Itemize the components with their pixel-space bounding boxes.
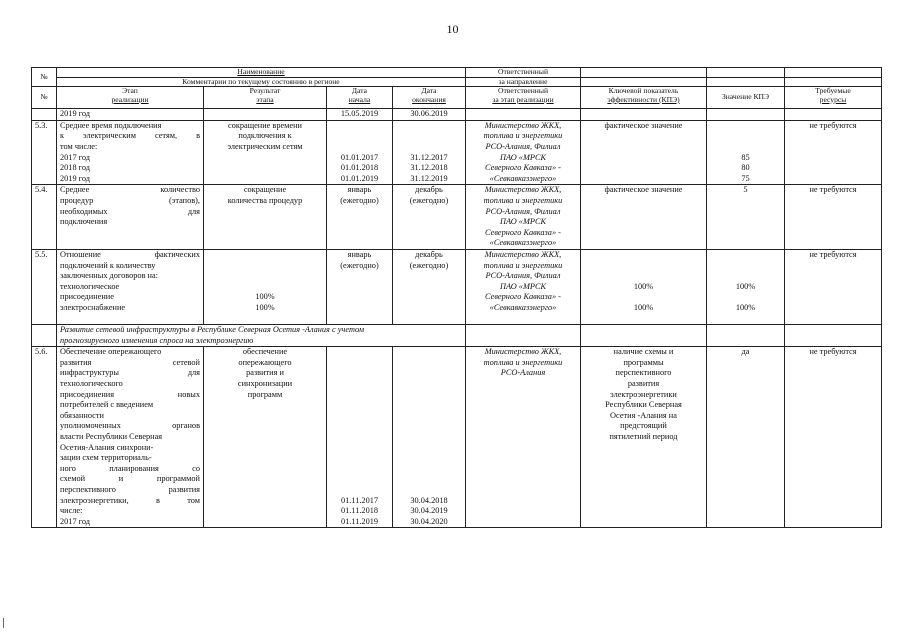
plan-table bbox=[31, 67, 882, 528]
header-num-2: № bbox=[32, 87, 57, 109]
header-result: Результат этапа bbox=[204, 87, 327, 109]
table-row-5-5 bbox=[32, 249, 882, 324]
cell-result: обеспечение опережающего развития и синхронизации программ bbox=[204, 347, 327, 528]
header-comment: Комментарии по текущему состоянию в регионе bbox=[57, 77, 466, 87]
cell-resources: не требуются bbox=[785, 347, 882, 528]
cell-kpi: наличие схемы и программы перспективного развития электроэнергетики Республики Северная Осетия -Алания на предстоящий пятилетний период bbox=[581, 347, 707, 528]
header-resources: Требуемые ресурсы bbox=[785, 87, 882, 109]
cell-kpi-value: 85 80 75 bbox=[707, 120, 785, 185]
header-resp-direction-2: за направление bbox=[466, 77, 581, 87]
section-row bbox=[32, 325, 882, 347]
cell-kpi: фактическое значение bbox=[581, 120, 707, 185]
table-row-continued bbox=[32, 109, 882, 121]
cell-num: 5.5. bbox=[32, 249, 57, 324]
cell-result: 100% 100% bbox=[204, 249, 327, 324]
cell-kpi: фактическое значение bbox=[581, 185, 707, 250]
cell-kpi-value: 100% 100% bbox=[707, 249, 785, 324]
page-number: 10 bbox=[446, 22, 459, 36]
cell-responsible: Министерство ЖКХ, топлива и энергетики РСО-Алания bbox=[466, 347, 581, 528]
table-row-5-6 bbox=[32, 347, 882, 528]
cell-kpi: 100% 100% bbox=[581, 249, 707, 324]
cell-stage: 2019 год bbox=[57, 109, 204, 121]
cell-start: 01.11.2017 01.11.2018 01.11.2019 bbox=[327, 347, 393, 528]
cell-end: декабрь (ежегодно) bbox=[393, 249, 466, 324]
header-name: Наименование bbox=[57, 68, 466, 78]
cell-start: январь (ежегодно) bbox=[327, 249, 393, 324]
cell-responsible: Министерство ЖКХ, топлива и энергетики РСО-Алания, Филиал ПАО «МРСК Северного Кавказа» - «Севкавказэнерго» bbox=[466, 185, 581, 250]
header-row-2 bbox=[32, 77, 882, 87]
header-resp-direction: Ответственный bbox=[466, 68, 581, 78]
cell-stage: Обеспечение опережающего развития сетевой инфраструктуры для технологического присоединения новых потребителей с введением обязанности уполномоченных органов власти Республики Северная Осетия-Алания синхрони- зации схем территориаль- ного планирования со схемой и программой перспективного развития электроэнергетики, в том числе: 2017 год bbox=[57, 347, 204, 528]
cell-num: 5.3. bbox=[32, 120, 57, 185]
cell-resources: не требуются bbox=[785, 249, 882, 324]
header-kpi: Ключевой показатель эффективности (КПЭ) bbox=[581, 87, 707, 109]
cell-num: 5.4. bbox=[32, 185, 57, 250]
cell-stage: Среднее время подключения к электрическим сетям, в том числе: 2017 год 2018 год 2019 год bbox=[57, 120, 204, 185]
cell-start: 15.05.2019 bbox=[327, 109, 393, 121]
header-row-3 bbox=[32, 87, 882, 109]
cell-start: январь (ежегодно) bbox=[327, 185, 393, 250]
cell-kpi-value: да bbox=[707, 347, 785, 528]
cell-responsible: Министерство ЖКХ, топлива и энергетики РСО-Алания, Филиал ПАО «МРСК Северного Кавказа» - «Севкавказэнерго» bbox=[466, 120, 581, 185]
cell-end: декабрь (ежегодно) bbox=[393, 185, 466, 250]
cell-kpi-value: 5 bbox=[707, 185, 785, 250]
header-resp-stage: Ответственный за этап реализации bbox=[466, 87, 581, 109]
cell-result: сокращение времени подключения к электрическим сетям bbox=[204, 120, 327, 185]
cell-result: сокращение количества процедур bbox=[204, 185, 327, 250]
section-title: Развитие сетевой инфраструктуры в Республике Северная Осетия -Алания с учетом прогнозируемого изменения спроса на электроэнергию bbox=[57, 325, 466, 347]
cell-end: 31.12.2017 31.12.2018 31.12.2019 bbox=[393, 120, 466, 185]
header-row-1 bbox=[32, 68, 882, 78]
header-end: Дата окончания bbox=[393, 87, 466, 109]
header-start: Дата начала bbox=[327, 87, 393, 109]
header-kpi-value: Значение КПЭ bbox=[707, 87, 785, 109]
cell-end: 30.04.2018 30.04.2019 30.04.2020 bbox=[393, 347, 466, 528]
cell-num: 5.6. bbox=[32, 347, 57, 528]
cell-start: 01.01.2017 01.01.2018 01.01.2019 bbox=[327, 120, 393, 185]
cell-stage: Среднее количество процедур (этапов), необходимых для подключения bbox=[57, 185, 204, 250]
header-num: № bbox=[32, 68, 57, 87]
cell-end: 30.06.2019 bbox=[393, 109, 466, 121]
cell-stage: Отношение фактических подключений к количеству заключенных договоров на: технологическое присоединение электроснабжение bbox=[57, 249, 204, 324]
cell-resources: не требуются bbox=[785, 185, 882, 250]
cell-resources: не требуются bbox=[785, 120, 882, 185]
header-stage: Этап реализации bbox=[57, 87, 204, 109]
table-row-5-3 bbox=[32, 120, 882, 185]
scan-margin-mark bbox=[3, 618, 4, 628]
table-row-5-4 bbox=[32, 185, 882, 250]
cell-responsible: Министерство ЖКХ, топлива и энергетики РСО-Алания, Филиал ПАО «МРСК Северного Кавказа» - «Севкавказэнерго» bbox=[466, 249, 581, 324]
